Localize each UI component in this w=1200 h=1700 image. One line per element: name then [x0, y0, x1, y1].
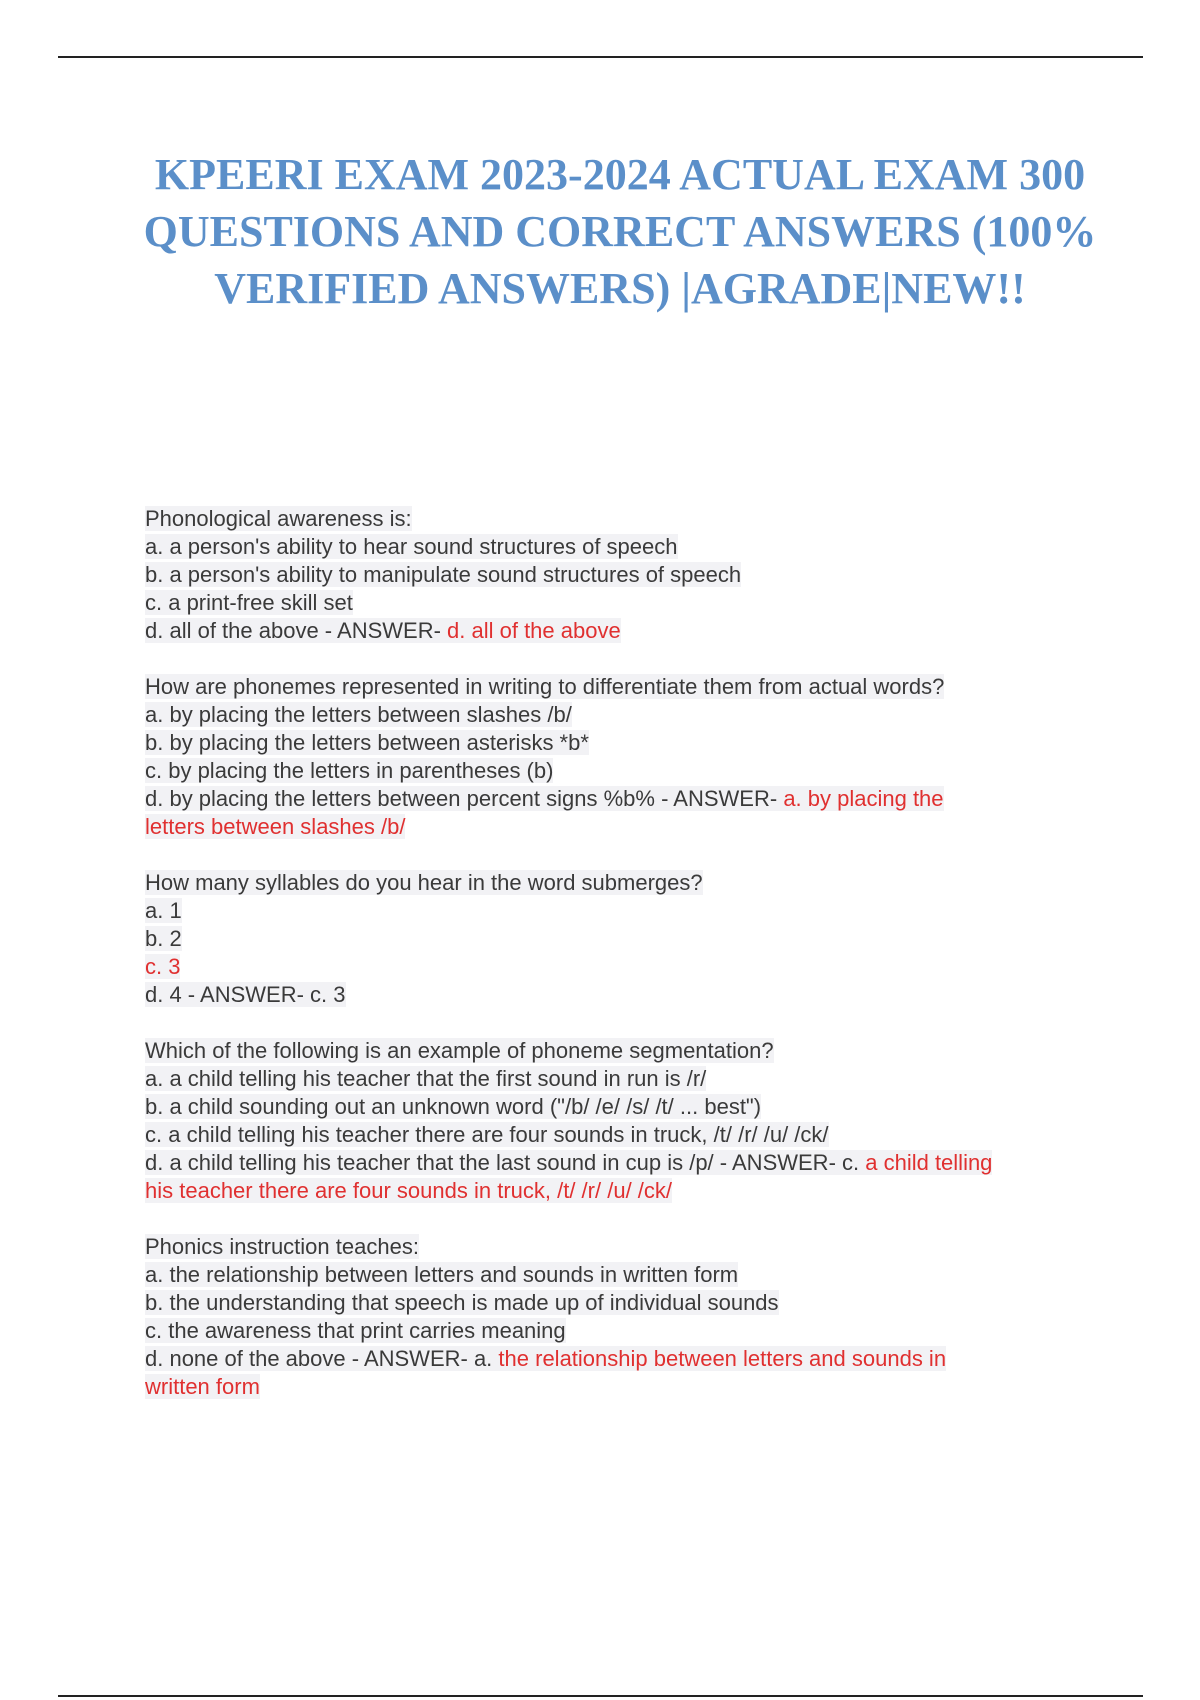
option-d: d. all of the above - ANSWER- [145, 618, 448, 643]
answer-text: d. all of the above [447, 618, 621, 643]
option-c: c. the awareness that print carries meaning [145, 1318, 566, 1343]
option-d: d. 4 - ANSWER- c. 3 [145, 982, 346, 1007]
option-b: b. by placing the letters between asterisks *b* [145, 730, 589, 755]
answer-text: the relationship between letters and sounds in [498, 1346, 947, 1371]
option-b: b. a person's ability to manipulate sound structures of speech [145, 562, 742, 587]
question-4 [145, 1037, 1090, 1205]
option-c: c. by placing the letters in parentheses (b) [145, 758, 554, 783]
option-a: a. the relationship between letters and sounds in written form [145, 1262, 739, 1287]
option-c: c. a child telling his teacher there are four sounds in truck, /t/ /r/ /u/ /ck/ [145, 1122, 829, 1147]
top-rule [58, 56, 1143, 58]
document-title: KPEERI EXAM 2023-2024 ACTUAL EXAM 300 QUESTIONS AND CORRECT ANSWERS (100% VERIFIED ANSWERS) |AGRADE|NEW!! [143, 150, 1097, 313]
answer-text-continued: written form [145, 1374, 260, 1399]
option-d: d. by placing the letters between percent signs %b% - ANSWER- [145, 786, 784, 811]
option-a: a. by placing the letters between slashes /b/ [145, 702, 572, 727]
question-stem: How many syllables do you hear in the word submerges? [145, 870, 703, 895]
question-stem: How are phonemes represented in writing to differentiate them from actual words? [145, 674, 945, 699]
option-c-correct: c. 3 [145, 954, 181, 979]
option-a: a. a child telling his teacher that the first sound in run is /r/ [145, 1066, 707, 1091]
bottom-rule [58, 1695, 1143, 1697]
question-stem: Phonological awareness is: [145, 506, 412, 531]
option-a: a. a person's ability to hear sound structures of speech [145, 534, 678, 559]
answer-text-continued: letters between slashes /b/ [145, 814, 406, 839]
answer-text-continued: his teacher there are four sounds in truck, /t/ /r/ /u/ /ck/ [145, 1178, 673, 1203]
option-d: d. a child telling his teacher that the last sound in cup is /p/ - ANSWER- c. [145, 1150, 866, 1175]
answer-text: a child telling [865, 1150, 993, 1175]
question-2 [145, 673, 1090, 841]
option-d: d. none of the above - ANSWER- a. [145, 1346, 499, 1371]
option-b: b. a child sounding out an unknown word ("/b/ /e/ /s/ /t/ ... best") [145, 1094, 762, 1119]
question-stem: Which of the following is an example of phoneme segmentation? [145, 1038, 774, 1063]
question-3 [145, 869, 1090, 1009]
questions-list [145, 505, 1090, 1429]
option-c: c. a print-free skill set [145, 590, 353, 615]
question-stem: Phonics instruction teaches: [145, 1234, 419, 1259]
question-1 [145, 505, 1090, 645]
answer-text: a. by placing the [783, 786, 944, 811]
question-5 [145, 1233, 1090, 1401]
option-b: b. 2 [145, 926, 182, 951]
option-b: b. the understanding that speech is made up of individual sounds [145, 1290, 779, 1315]
option-a: a. 1 [145, 898, 182, 923]
